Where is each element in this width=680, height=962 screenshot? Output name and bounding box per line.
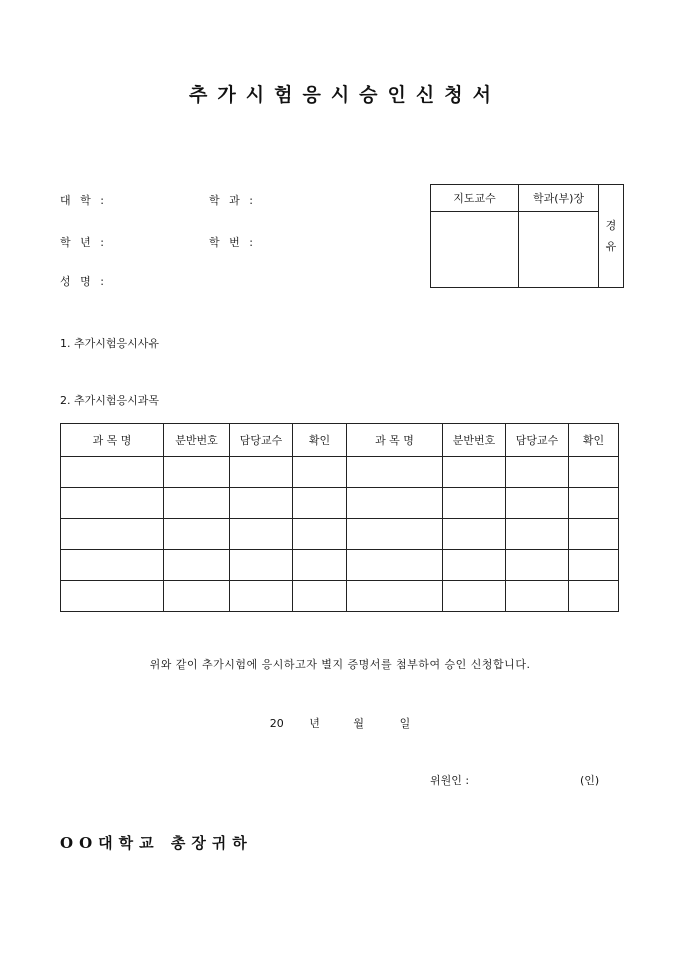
table-cell[interactable] — [293, 457, 347, 488]
course-table-header — [61, 424, 619, 457]
table-cell[interactable] — [230, 519, 293, 550]
table-cell[interactable] — [506, 581, 569, 612]
col-confirm: 확인 — [293, 424, 347, 457]
table-cell[interactable] — [569, 488, 619, 519]
form-title: 추가시험응시승인신청서 — [189, 84, 501, 106]
table-cell[interactable] — [61, 519, 164, 550]
table-cell[interactable] — [61, 457, 164, 488]
col-course-name-2: 과 목 명 — [347, 424, 443, 457]
table-cell[interactable] — [293, 488, 347, 519]
table-cell[interactable] — [164, 488, 230, 519]
dept-head-signature-box[interactable] — [519, 212, 599, 288]
table-cell[interactable] — [61, 550, 164, 581]
approval-table — [430, 184, 624, 288]
table-cell[interactable] — [506, 550, 569, 581]
date-month-label: 월 — [353, 717, 365, 730]
table-cell[interactable] — [164, 550, 230, 581]
table-cell[interactable] — [164, 581, 230, 612]
date-day-label: 일 — [399, 717, 411, 730]
applicant-label: 위원인 : — [430, 774, 470, 787]
table-cell[interactable] — [347, 550, 443, 581]
col-course-name: 과 목 명 — [61, 424, 164, 457]
table-cell[interactable] — [61, 488, 164, 519]
university-label: 대 학 : — [60, 194, 107, 207]
table-cell[interactable] — [347, 457, 443, 488]
date-year-prefix: 20 — [269, 717, 284, 730]
date-line — [0, 715, 680, 731]
reason-section-heading: 1. 추가시험응시사유 — [60, 337, 159, 350]
col-professor-2: 담당교수 — [506, 424, 569, 457]
table-cell[interactable] — [443, 581, 506, 612]
dept-head-header: 학과(부)장 — [519, 185, 599, 212]
department-label: 학 과 : — [209, 194, 256, 207]
table-row — [61, 519, 619, 550]
advisor-signature-box[interactable] — [431, 212, 519, 288]
table-cell[interactable] — [230, 457, 293, 488]
table-cell[interactable] — [230, 550, 293, 581]
table-cell[interactable] — [443, 519, 506, 550]
table-cell[interactable] — [569, 581, 619, 612]
table-cell[interactable] — [569, 550, 619, 581]
table-cell[interactable] — [293, 581, 347, 612]
via-char-2: 유 — [605, 240, 617, 253]
seal-mark: (인) — [580, 774, 600, 787]
table-cell[interactable] — [164, 457, 230, 488]
table-cell[interactable] — [506, 488, 569, 519]
courses-section-heading: 2. 추가시험응시과목 — [60, 394, 159, 407]
recipient-line: OO대학교 총장귀하 — [60, 834, 253, 852]
date-year-label: 년 — [309, 717, 320, 730]
table-cell[interactable] — [569, 457, 619, 488]
closing-statement: 위와 같이 추가시험에 응시하고자 별지 증명서를 첨부하여 승인 신청합니다. — [149, 658, 531, 671]
year-label: 학 년 : — [60, 236, 107, 249]
table-cell[interactable] — [506, 519, 569, 550]
table-row — [61, 488, 619, 519]
table-cell[interactable] — [347, 581, 443, 612]
table-row — [61, 550, 619, 581]
col-confirm-2: 확인 — [569, 424, 619, 457]
table-cell[interactable] — [443, 550, 506, 581]
col-professor: 담당교수 — [230, 424, 293, 457]
course-table — [60, 423, 619, 612]
col-section-number: 분반번호 — [164, 424, 230, 457]
table-row — [61, 581, 619, 612]
table-cell[interactable] — [230, 488, 293, 519]
via-char-1: 경 — [605, 219, 617, 232]
table-cell[interactable] — [230, 581, 293, 612]
table-cell[interactable] — [506, 457, 569, 488]
table-cell[interactable] — [164, 519, 230, 550]
name-label: 성 명 : — [60, 275, 107, 288]
table-cell[interactable] — [569, 519, 619, 550]
col-section-number-2: 분반번호 — [443, 424, 506, 457]
table-row — [61, 457, 619, 488]
table-cell[interactable] — [443, 488, 506, 519]
table-cell[interactable] — [293, 550, 347, 581]
via-cell — [599, 185, 624, 288]
table-cell[interactable] — [347, 519, 443, 550]
advisor-header: 지도교수 — [431, 185, 519, 212]
student-id-label: 학 번 : — [209, 236, 256, 249]
table-cell[interactable] — [293, 519, 347, 550]
table-cell[interactable] — [443, 457, 506, 488]
table-cell[interactable] — [347, 488, 443, 519]
table-cell[interactable] — [61, 581, 164, 612]
